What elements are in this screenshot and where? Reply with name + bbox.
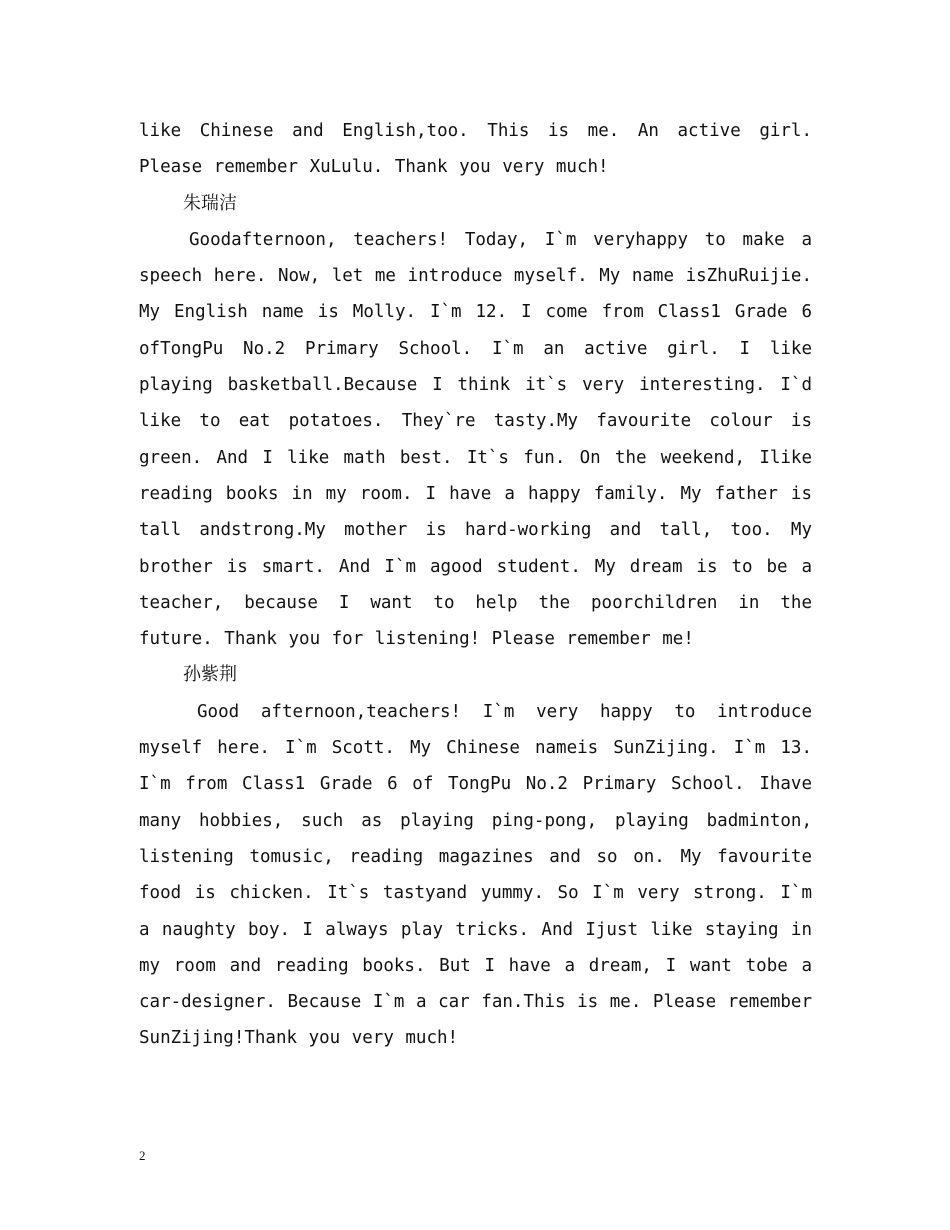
speech-paragraph-zhu-ruijie: Goodafternoon, teachers! Today, I`m veryhappy to make a speech here. Now, let me introduce myself. My name isZhuRuijie. My English name is Molly. I`m 12. I come from Class1 Grade 6 ofTongPu No.2 Primary School. I`m an active girl. I like playing basketball.Because I think it`s very interesting. I`d like to eat potatoes. They`re tasty.My favourite colour is green. And I like math best. It`s fun. On the weekend, Ilike reading books in my room. I have a happy family. My father is tall andstrong.My mother is hard-working and tall, too. My brother is smart. And I`m agood student. My dream is to be a teacher, because I want to help the poorchildren in the future. Thank you for listening! Please remember me! [139,229,812,650]
speaker-name-sun-zijing: 孙紫荆 [183,664,237,686]
page-number: 2 [139,1148,146,1163]
document-body [139,113,812,1057]
continuation-paragraph: like Chinese and English,too. This is me. An active girl. Please remember XuLulu. Thank you very much! [139,121,812,178]
speech-paragraph-sun-zijing: Good afternoon,teachers! I`m very happy to introduce myself here. I`m Scott. My Chinese nameis SunZijing. I`m 13. I`m from Class1 Grade 6 of TongPu No.2 Primary School. Ihave many hobbies, such as playing ping-pong, playing badminton, listening tomusic, reading magazines and so on. My favourite food is chicken. It`s tastyand yummy. So I`m very strong. I`m a naughty boy. I always play tricks. And Ijust like staying in my room and reading books. But I have a dream, I want tobe a car-designer. Because I`m a car fan.This is me. Please remember SunZijing!Thank you very much! [139,701,812,1049]
speaker-name-zhu-ruijie: 朱瑞洁 [183,192,237,214]
